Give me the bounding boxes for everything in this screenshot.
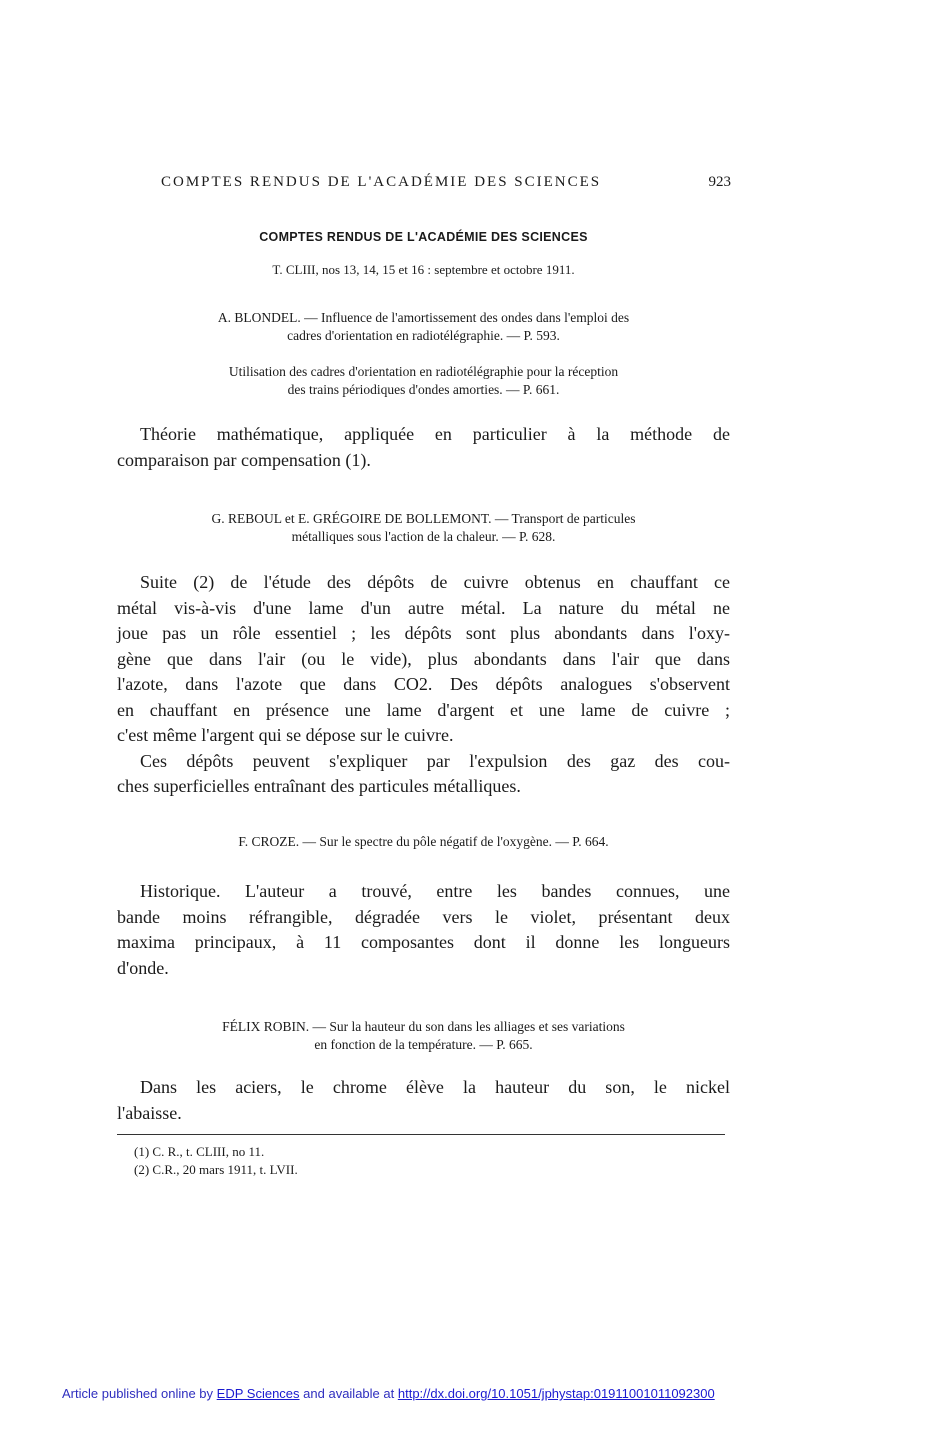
body-line: métal vis-à-vis d'une lame d'un autre métal. La nature du métal ne xyxy=(117,597,730,618)
body-line: maxima principaux, à 11 composantes dont il donne les longueurs xyxy=(117,932,730,952)
entry-line: métalliques sous l'action de la chaleur. — P. 628. xyxy=(291,529,556,544)
article-entry-robin xyxy=(117,1018,730,1054)
article-entry-reboul xyxy=(117,510,730,546)
credit-prefix: Article published online by xyxy=(62,1386,214,1401)
article-body-robin xyxy=(117,1075,730,1126)
entry-line: Utilisation des cadres d'orientation en radiotélégraphie pour la réception xyxy=(228,364,619,379)
doi-link[interactable]: http://dx.doi.org/10.1051/jphystap:01911001011092300 xyxy=(397,1386,715,1401)
credit-middle: and available at xyxy=(303,1386,395,1401)
article-entry-croze xyxy=(117,833,730,851)
body-line: l'abaisse. xyxy=(117,1102,182,1123)
body-line: bande moins réfrangible, dégradée vers le violet, présentant deux xyxy=(117,906,730,927)
body-line: Suite (2) de l'étude des dépôts de cuivre obtenus en chauffant ce xyxy=(140,572,730,592)
body-line: d'onde. xyxy=(117,957,169,978)
article-body-reboul xyxy=(117,570,730,800)
body-line: Historique. L'auteur a trouvé, entre les bandes connues, une xyxy=(140,881,730,901)
article-entry-blondel-2 xyxy=(117,363,730,399)
section-title: COMPTES RENDUS DE L'ACADÉMIE DES SCIENCES xyxy=(259,230,588,244)
entry-line: A. BLONDEL. — Influence de l'amortissement des ondes dans l'emploi des xyxy=(217,310,630,325)
body-line: ches superficielles entraînant des particules métalliques. xyxy=(117,776,521,796)
article-entry-blondel xyxy=(117,309,730,345)
body-line: l'azote, dans l'azote que dans CO2. Des dépôts analogues s'observent xyxy=(117,674,730,694)
entry-line: cadres d'orientation en radiotélégraphie. — P. 593. xyxy=(287,328,560,343)
page-number: 923 xyxy=(708,174,731,190)
body-line: Ces dépôts peuvent s'expliquer par l'expulsion des gaz des cou- xyxy=(140,750,730,771)
body-line: joue pas un rôle essentiel ; les dépôts sont plus abondants dans l'oxy- xyxy=(117,623,730,643)
entry-line: G. REBOUL et E. GRÉGOIRE DE BOLLEMONT. — Transport de particules xyxy=(211,511,636,526)
article-body-blondel xyxy=(117,422,730,473)
section-subtitle: T. CLIII, nos 13, 14, 15 et 16 : septembre et octobre 1911. xyxy=(272,262,575,277)
footnote-1: (1) C. R., t. CLIII, no 11. xyxy=(134,1144,265,1159)
footnote-rule xyxy=(117,1134,725,1135)
article-body-croze xyxy=(117,879,730,981)
entry-line: F. CROZE. — Sur le spectre du pôle négatif de l'oxygène. — P. 664. xyxy=(238,834,609,849)
running-head-title: COMPTES RENDUS DE L'ACADÉMIE DES SCIENCES xyxy=(161,174,602,190)
footnote-2: (2) C.R., 20 mars 1911, t. LVII. xyxy=(134,1162,298,1177)
footnotes xyxy=(134,1143,298,1179)
entry-line: des trains périodiques d'ondes amorties. — P. 661. xyxy=(287,382,560,397)
body-line: Dans les aciers, le chrome élève la hauteur du son, le nickel xyxy=(140,1077,730,1097)
body-line: gène que dans l'air (ou le vide), plus abondants dans l'air que dans xyxy=(117,648,730,669)
body-line: comparaison par compensation (1). xyxy=(117,449,371,470)
publisher-link[interactable]: EDP Sciences xyxy=(216,1386,300,1401)
body-line: en chauffant en présence une lame d'argent et une lame de cuivre ; xyxy=(117,699,730,720)
running-head xyxy=(161,174,731,191)
entry-line: en fonction de la température. — P. 665. xyxy=(314,1037,533,1052)
entry-line: FÉLIX ROBIN. — Sur la hauteur du son dans les alliages et ses variations xyxy=(222,1019,625,1034)
publication-credit xyxy=(62,1386,715,1401)
body-line: Théorie mathématique, appliquée en particulier à la méthode de xyxy=(140,424,730,444)
body-line: c'est même l'argent qui se dépose sur le cuivre. xyxy=(117,725,454,745)
